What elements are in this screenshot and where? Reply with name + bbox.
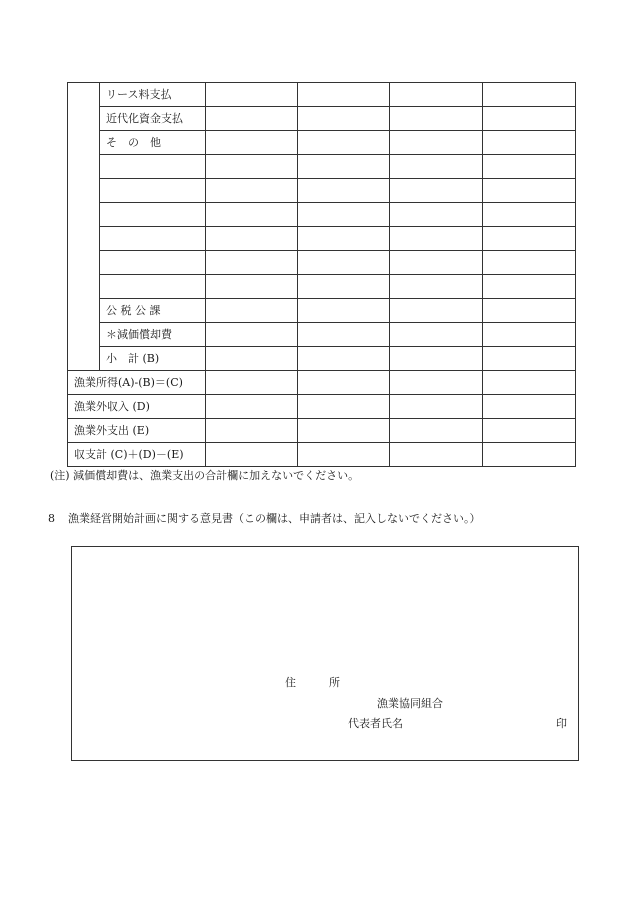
table-row [68, 275, 576, 299]
value-cell[interactable] [483, 371, 576, 395]
value-cell[interactable] [483, 419, 576, 443]
table-row [68, 419, 576, 443]
value-cell[interactable] [206, 275, 298, 299]
value-cell[interactable] [298, 395, 390, 419]
section-title: 漁業経営開始計画に関する意見書（この欄は、申請者は、記入しないでください。） [68, 512, 481, 525]
row-label[interactable] [100, 179, 206, 203]
value-cell[interactable] [483, 227, 576, 251]
row-label[interactable] [100, 251, 206, 275]
section-heading [48, 510, 618, 526]
value-cell[interactable] [390, 443, 483, 467]
value-cell[interactable] [298, 419, 390, 443]
value-cell[interactable] [206, 371, 298, 395]
value-cell[interactable] [298, 275, 390, 299]
value-cell[interactable] [298, 131, 390, 155]
value-cell[interactable] [390, 83, 483, 107]
value-cell[interactable] [390, 251, 483, 275]
value-cell[interactable] [298, 107, 390, 131]
value-cell[interactable] [298, 179, 390, 203]
address-label: 住 所 [285, 676, 340, 689]
value-cell[interactable] [206, 443, 298, 467]
value-cell[interactable] [206, 107, 298, 131]
cooperative-label: 漁業協同組合 [377, 697, 443, 710]
row-label: 小 計 (B) [100, 347, 206, 371]
table-row [68, 227, 576, 251]
value-cell[interactable] [206, 131, 298, 155]
value-cell[interactable] [483, 251, 576, 275]
value-cell[interactable] [206, 419, 298, 443]
summary-row-label: 収支計 (C)＋(D)－(E) [68, 443, 206, 467]
value-cell[interactable] [298, 251, 390, 275]
value-cell[interactable] [298, 155, 390, 179]
value-cell[interactable] [483, 107, 576, 131]
value-cell[interactable] [483, 347, 576, 371]
value-cell[interactable] [390, 227, 483, 251]
value-cell[interactable] [298, 443, 390, 467]
value-cell[interactable] [206, 299, 298, 323]
row-label[interactable] [100, 275, 206, 299]
value-cell[interactable] [390, 299, 483, 323]
value-cell[interactable] [390, 395, 483, 419]
value-cell[interactable] [483, 179, 576, 203]
row-label: リース料支払 [100, 83, 206, 107]
value-cell[interactable] [390, 323, 483, 347]
table-row [68, 83, 576, 107]
table-row [68, 443, 576, 467]
value-cell[interactable] [206, 395, 298, 419]
row-label[interactable] [100, 203, 206, 227]
value-cell[interactable] [298, 83, 390, 107]
row-label[interactable] [100, 227, 206, 251]
value-cell[interactable] [483, 131, 576, 155]
table-row [68, 203, 576, 227]
row-label: そ の 他 [100, 131, 206, 155]
summary-row-label: 漁業外支出 (E) [68, 419, 206, 443]
row-label: 公 税 公 課 [100, 299, 206, 323]
table-row [68, 155, 576, 179]
table-row [68, 131, 576, 155]
value-cell[interactable] [390, 275, 483, 299]
value-cell[interactable] [206, 227, 298, 251]
value-cell[interactable] [298, 371, 390, 395]
value-cell[interactable] [206, 155, 298, 179]
value-cell[interactable] [483, 395, 576, 419]
summary-row-label: 漁業外収入 (D) [68, 395, 206, 419]
value-cell[interactable] [390, 155, 483, 179]
value-cell[interactable] [390, 203, 483, 227]
value-cell[interactable] [483, 299, 576, 323]
value-cell[interactable] [206, 323, 298, 347]
row-label[interactable] [100, 155, 206, 179]
value-cell[interactable] [298, 299, 390, 323]
expense-table [67, 82, 576, 467]
value-cell[interactable] [206, 179, 298, 203]
value-cell[interactable] [298, 323, 390, 347]
depreciation-note: (注) 減価償却費は、漁業支出の合計欄に加えないでください。 [50, 469, 360, 482]
value-cell[interactable] [483, 83, 576, 107]
value-cell[interactable] [390, 371, 483, 395]
value-cell[interactable] [483, 155, 576, 179]
seal-label: 印 [556, 717, 567, 730]
table-row [68, 323, 576, 347]
table-row [68, 299, 576, 323]
table-row [68, 107, 576, 131]
value-cell[interactable] [206, 83, 298, 107]
value-cell[interactable] [390, 347, 483, 371]
value-cell[interactable] [206, 251, 298, 275]
table-row [68, 371, 576, 395]
value-cell[interactable] [298, 227, 390, 251]
summary-row-label: 漁業所得(A)-(B)＝(C) [68, 371, 206, 395]
group-bracket-cell [68, 83, 100, 371]
row-label: 近代化資金支払 [100, 107, 206, 131]
value-cell[interactable] [483, 443, 576, 467]
value-cell[interactable] [483, 203, 576, 227]
table-row [68, 347, 576, 371]
representative-name-label: 代表者氏名 [348, 717, 403, 730]
table-row [68, 251, 576, 275]
value-cell[interactable] [390, 419, 483, 443]
value-cell[interactable] [298, 203, 390, 227]
table-row [68, 395, 576, 419]
value-cell[interactable] [390, 179, 483, 203]
opinion-box[interactable] [71, 546, 579, 761]
value-cell[interactable] [390, 131, 483, 155]
row-label: ＊減価償却費 [100, 323, 206, 347]
value-cell[interactable] [390, 107, 483, 131]
table-row [68, 179, 576, 203]
value-cell[interactable] [206, 203, 298, 227]
value-cell[interactable] [483, 323, 576, 347]
value-cell[interactable] [483, 275, 576, 299]
value-cell[interactable] [206, 347, 298, 371]
value-cell[interactable] [298, 347, 390, 371]
section-number: 8 [48, 512, 55, 525]
